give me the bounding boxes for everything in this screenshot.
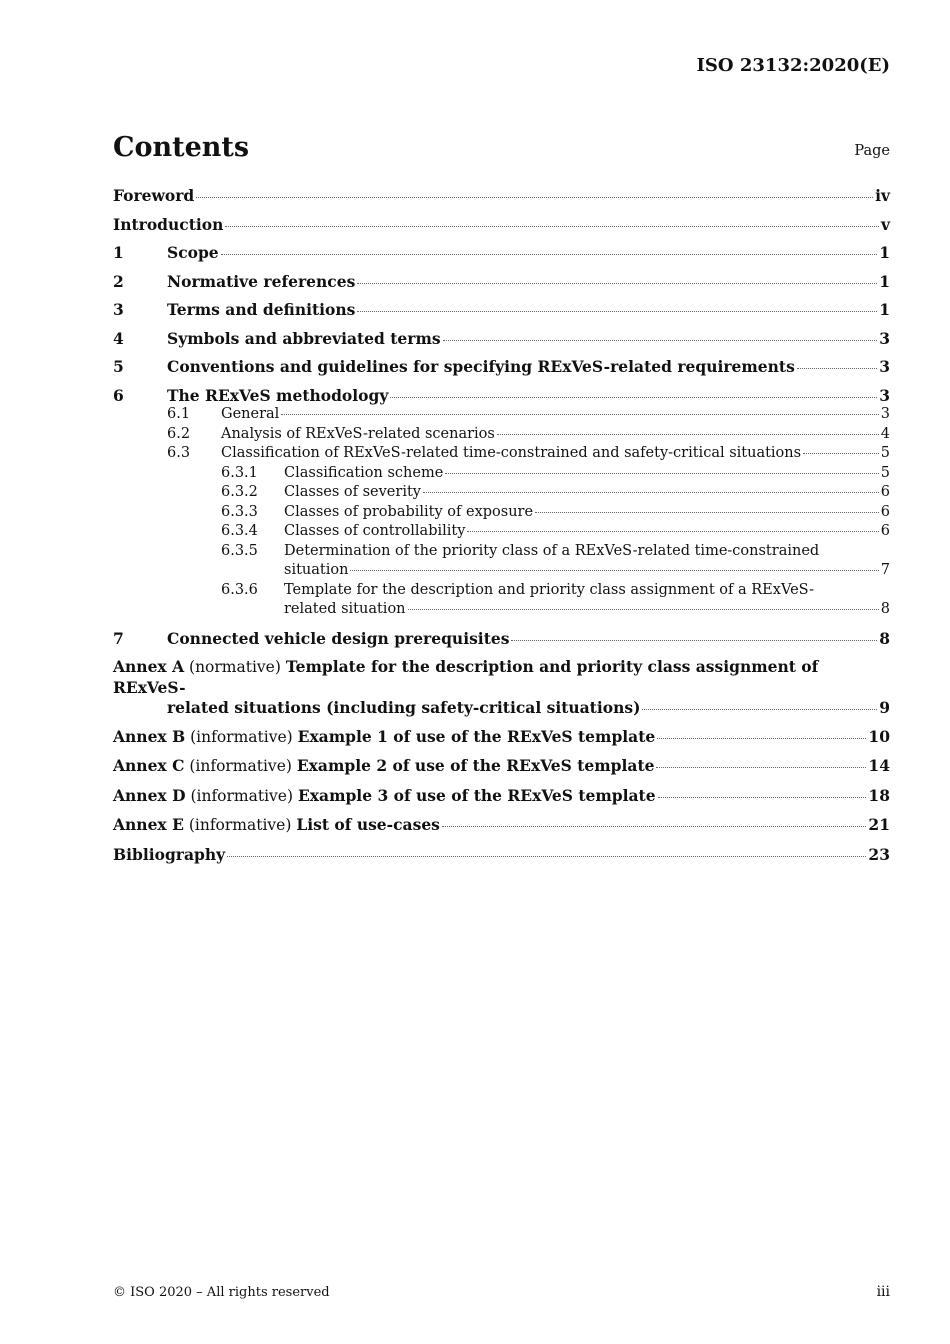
toc-page: 14 (868, 756, 890, 775)
toc-entry-introduction[interactable] (113, 215, 890, 235)
leader-dots (350, 570, 878, 571)
toc-number: 7 (113, 628, 124, 648)
toc-page: 3 (879, 357, 890, 376)
toc-page: 6 (880, 484, 890, 500)
footer-page-number: iii (876, 1284, 890, 1300)
toc-number: 6.3 (167, 445, 191, 461)
toc-entry-6-1[interactable] (113, 405, 890, 425)
toc-page: 6 (880, 523, 890, 539)
toc-label: Classification scheme (284, 464, 444, 481)
leader-dots (357, 283, 877, 284)
leader-dots (658, 797, 867, 798)
leader-dots (656, 767, 866, 768)
toc-page: 7 (880, 562, 890, 578)
toc-entry-foreword[interactable] (113, 186, 890, 206)
toc-page: 8 (880, 601, 890, 617)
annex-label: Annex B (113, 726, 186, 746)
toc-page: 3 (879, 385, 890, 405)
page-column-label: Page (854, 143, 890, 159)
toc-entry-normative-references[interactable] (113, 272, 890, 292)
annex-kind: (normative) (189, 658, 281, 676)
toc-number: 2 (113, 271, 124, 291)
annex-kind: (informative) (190, 727, 293, 746)
toc-number: 5 (113, 357, 124, 376)
footer-copyright: © ISO 2020 – All rights reserved (113, 1285, 330, 1300)
leader-dots (443, 340, 878, 341)
toc-page: 18 (868, 785, 890, 805)
toc-entry-annex-d[interactable] (113, 786, 890, 807)
toc-page: 5 (880, 445, 890, 461)
toc-number: 6.2 (167, 425, 191, 442)
toc-label: Classes of controllability (284, 523, 466, 539)
page-title: Contents (113, 132, 250, 163)
table-of-contents (113, 186, 890, 864)
toc-label: The RExVeS methodology (167, 385, 389, 405)
annex-label: Annex D (113, 785, 186, 805)
toc-label: Normative references (167, 271, 356, 291)
toc-label: Example 2 of use of the RExVeS template (296, 756, 655, 775)
toc-entry-6-3-3[interactable] (113, 503, 890, 523)
toc-entry-6-3-2[interactable] (113, 483, 890, 503)
toc-page: 1 (879, 243, 890, 262)
toc-label: Scope (167, 243, 219, 262)
annex-label: Annex A (113, 657, 185, 676)
toc-number: 6.3.5 (221, 542, 258, 559)
leader-dots (225, 226, 879, 227)
toc-entry-methodology[interactable] (113, 386, 890, 406)
leader-dots (227, 856, 866, 857)
leader-dots (196, 197, 873, 198)
toc-number: 6.3.4 (221, 523, 258, 539)
toc-label: Terms and definitions (167, 300, 356, 319)
toc-page: 1 (879, 300, 890, 319)
toc-entry-conventions[interactable] (113, 357, 890, 377)
leader-dots (357, 311, 877, 312)
toc-label: General (221, 406, 280, 422)
annex-label: Annex C (113, 756, 185, 775)
toc-label: Example 1 of use of the RExVeS template (297, 726, 656, 746)
toc-page: iv (875, 186, 890, 205)
toc-entry-annex-b[interactable] (113, 727, 890, 748)
toc-page: 9 (879, 698, 890, 717)
leader-dots (445, 473, 878, 474)
leader-dots (657, 738, 866, 739)
toc-label: Bibliography (113, 844, 226, 864)
toc-label-line1: Template for the description and priority class assignment of RExVeS- (113, 657, 819, 697)
toc-entry-6-3-1[interactable] (113, 464, 890, 484)
toc-entry-annex-e[interactable] (113, 815, 890, 836)
toc-page: v (880, 214, 890, 234)
annex-kind: (informative) (188, 816, 292, 834)
toc-entry-6-3-6[interactable] (113, 581, 890, 620)
leader-dots (642, 709, 877, 710)
leader-dots (281, 414, 878, 415)
leader-dots (423, 492, 879, 493)
toc-number: 6.3.3 (221, 503, 258, 520)
leader-dots (497, 434, 879, 435)
toc-number: 6 (113, 385, 124, 405)
toc-entry-terms-and-definitions[interactable] (113, 300, 890, 320)
toc-number: 6.3.6 (221, 581, 258, 598)
toc-label: Foreword (113, 186, 195, 205)
leader-dots (535, 512, 879, 513)
annex-kind: (informative) (190, 786, 294, 805)
toc-label: Connected vehicle design prerequisites (167, 628, 510, 648)
toc-number: 1 (113, 243, 124, 262)
toc-page: 10 (868, 726, 890, 746)
document-id-header: ISO 23132:2020(E) (696, 55, 890, 76)
annex-label: Annex E (113, 815, 184, 834)
toc-page: 6 (880, 503, 890, 520)
toc-number: 6.1 (167, 406, 191, 422)
toc-label: Conventions and guidelines for specifying RExVeS-related requirements (167, 357, 795, 376)
toc-page: 8 (879, 628, 890, 648)
leader-dots (408, 609, 879, 610)
leader-dots (390, 397, 877, 398)
toc-page: 21 (868, 815, 890, 834)
toc-number: 6.3.2 (221, 484, 258, 500)
toc-label: List of use-cases (296, 815, 440, 834)
leader-dots (803, 453, 879, 454)
toc-number: 3 (113, 300, 124, 319)
toc-label: Classification of RExVeS-related time-constrained and safety-critical situations (221, 445, 802, 461)
toc-entry-bibliography[interactable] (113, 845, 890, 865)
toc-entry-annex-c[interactable] (113, 756, 890, 777)
toc-entry-6-3[interactable] (113, 444, 890, 464)
toc-label: Classes of severity (284, 484, 421, 500)
toc-entry-scope[interactable] (113, 243, 890, 263)
toc-page: 5 (880, 464, 890, 481)
toc-label: Symbols and abbreviated terms (167, 328, 441, 348)
toc-page: 1 (879, 271, 890, 291)
leader-dots (221, 254, 878, 255)
toc-entry-symbols[interactable] (113, 329, 890, 349)
toc-label-line2: situation (284, 562, 349, 578)
toc-entry-6-3-5[interactable] (113, 542, 890, 581)
toc-label-line1: Template for the description and priority class assignment of a RExVeS- (284, 581, 815, 598)
toc-entry-design-prerequisites[interactable] (113, 629, 890, 649)
leader-dots (467, 531, 878, 532)
toc-label: Introduction (113, 214, 224, 234)
toc-page: 23 (868, 844, 890, 864)
toc-entry-6-3-4[interactable] (113, 522, 890, 542)
leader-dots (442, 826, 867, 827)
annex-kind: (informative) (189, 757, 292, 775)
leader-dots (511, 640, 877, 641)
toc-label-line1: Determination of the priority class of a RExVeS-related time-constrained (284, 542, 820, 559)
toc-label: Classes of probability of exposure (284, 503, 534, 520)
toc-label-line2: related situations (including safety-critical situations) (167, 698, 641, 717)
toc-label: Example 3 of use of the RExVeS template (297, 785, 656, 805)
toc-label: Analysis of RExVeS-related scenarios (221, 425, 495, 442)
toc-page: 3 (879, 328, 890, 348)
toc-page: 4 (880, 425, 890, 442)
toc-entry-6-2[interactable] (113, 425, 890, 445)
leader-dots (797, 368, 877, 369)
toc-entry-annex-a[interactable] (113, 657, 890, 718)
toc-number: 4 (113, 328, 124, 348)
toc-number: 6.3.1 (221, 464, 258, 481)
toc-page: 3 (880, 406, 890, 422)
toc-label-line2: related situation (284, 601, 406, 617)
